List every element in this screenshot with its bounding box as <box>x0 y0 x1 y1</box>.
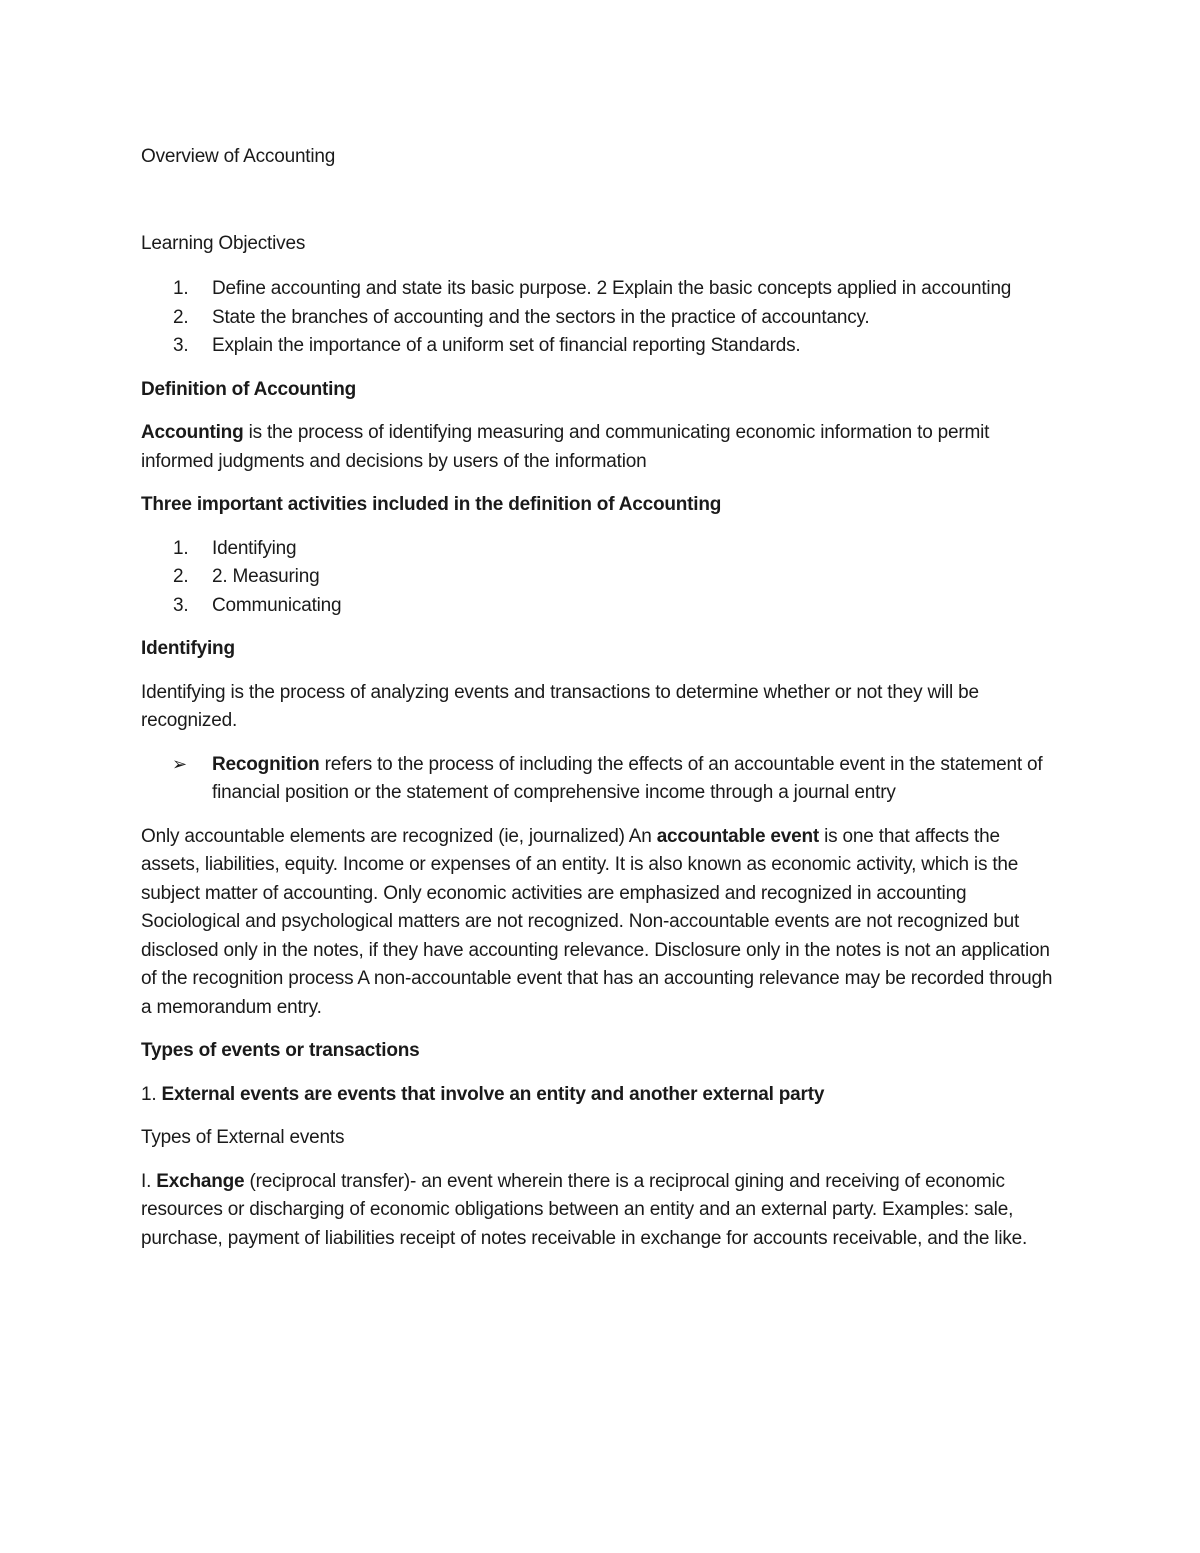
external-events-line <box>141 1081 1061 1110</box>
list-number: 2. <box>173 306 189 328</box>
list-item-text: 2. Measuring <box>212 566 320 587</box>
learning-objectives-list <box>141 275 1061 361</box>
list-number: 3. <box>173 594 189 616</box>
list-item <box>141 304 1061 333</box>
list-item-text: Communicating <box>212 594 342 616</box>
recognition-bullet <box>141 751 1061 808</box>
list-item-text: Explain the importance of a uniform set of financial reporting Standards. <box>212 335 801 356</box>
definition-heading: Definition of Accounting <box>141 378 357 400</box>
list-item-text: Identifying <box>212 537 297 559</box>
definition-term: Accounting <box>141 422 244 443</box>
exchange-text: (reciprocal transfer)- an event wherein there is a reciprocal gining and receiving of economic resources or discharging of economic obligations between an entity and an external party. Examples: sale, purchase, payment of liabilities receipt of notes receivable in exchange for accounts receivable, and the like. <box>141 1170 1028 1249</box>
arrow-bullet-icon: ➢ <box>172 753 187 775</box>
page-title: Overview of Accounting <box>141 146 336 167</box>
exchange-paragraph <box>141 1168 1061 1254</box>
learning-objectives-heading: Learning Objectives <box>141 232 306 254</box>
activities-list <box>141 535 1061 621</box>
list-item <box>141 332 1061 361</box>
accountable-text-after: is one that affects the assets, liabilities, equity. Income or expenses of an entity. It is also known as economic activity, which is the subject matter of accounting. Only economic activities are emphasized and recognized in accounting Sociological and psychological matters are not recognized. Non-accountable events are not recognized but disclosed only in the notes, if they have accounting relevance. Disclosure only in the notes is not an application of the recognition process A non-accountable event that has an accounting relevance may be recorded through a memorandum entry. <box>141 825 1053 1018</box>
external-types-heading: Types of External events <box>141 1127 345 1148</box>
definition-paragraph <box>141 419 1061 476</box>
identifying-heading: Identifying <box>141 638 235 659</box>
activities-heading: Three important activities included in the definition of Accounting <box>141 494 722 515</box>
accountable-term: accountable event <box>656 825 820 847</box>
external-events-number: 1. <box>141 1083 162 1105</box>
accountable-paragraph <box>141 823 1061 1023</box>
recognition-term: Recognition <box>212 753 320 775</box>
list-item-text: Define accounting and state its basic purpose. 2 Explain the basic concepts applied in accounting <box>212 278 1012 299</box>
list-item <box>141 563 1061 592</box>
list-number: 1. <box>173 278 189 299</box>
recognition-text: refers to the process of including the effects of an accountable event in the statement of financial position or the statement of comprehensive income through a journal entry <box>212 753 1043 803</box>
accountable-text-before: Only accountable elements are recognized (ie, journalized) An <box>141 825 657 847</box>
list-number: 3. <box>173 335 189 356</box>
document-body <box>141 143 1061 1268</box>
types-heading: Types of events or transactions <box>141 1040 420 1061</box>
external-events-text: External events are events that involve an entity and another external party <box>161 1083 825 1105</box>
exchange-term: Exchange <box>156 1170 245 1192</box>
list-item <box>141 592 1061 621</box>
list-item <box>141 535 1061 564</box>
identifying-paragraph: Identifying is the process of analyzing events and transactions to determine whether or not they will be recognized. <box>141 681 979 731</box>
list-number: 1. <box>173 537 189 559</box>
list-number: 2. <box>173 566 189 587</box>
exchange-prefix: I. <box>141 1170 157 1192</box>
list-item <box>141 275 1061 304</box>
definition-text: is the process of identifying measuring and communicating economic information to permit informed judgments and decisions by users of the information <box>141 422 990 472</box>
list-item-text: State the branches of accounting and the sectors in the practice of accountancy. <box>212 306 870 328</box>
